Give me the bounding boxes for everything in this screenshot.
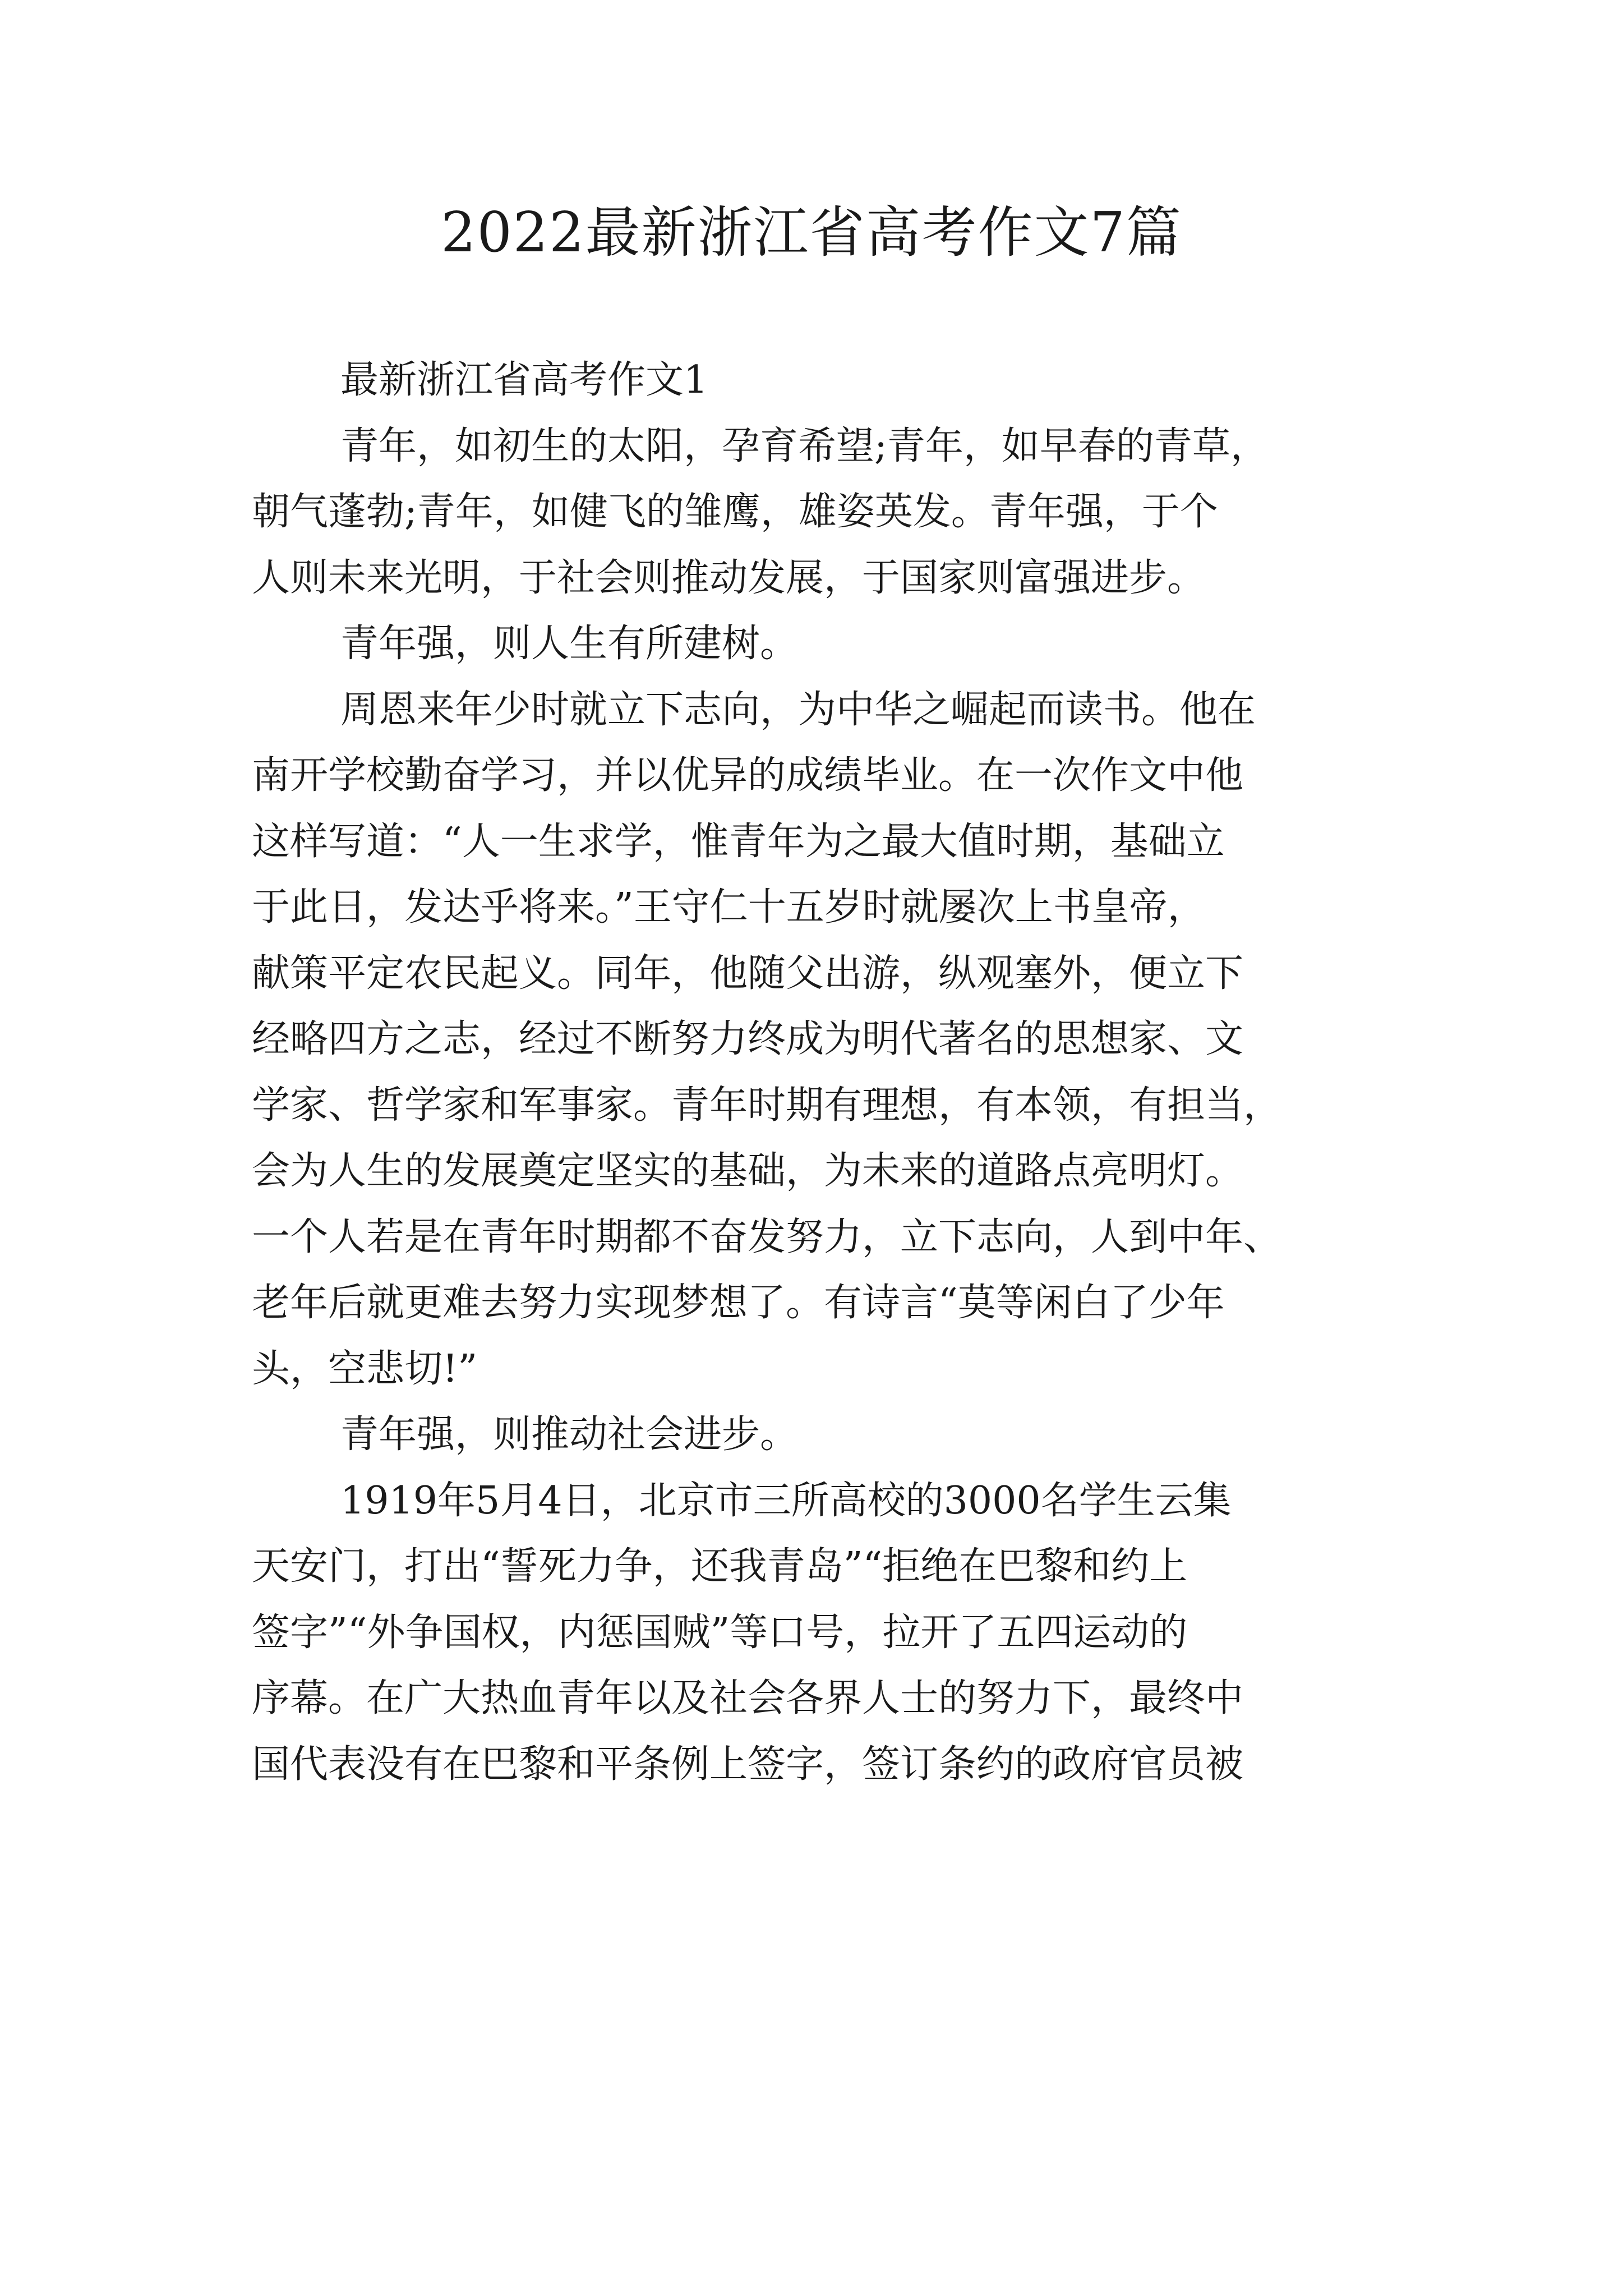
text-line: 南开学校勤奋学习，并以优异的成绩毕业。在一次作文中他 — [252, 753, 1244, 798]
text-line: 青年，如初生的太阳，孕育希望;青年，如早春的青草， — [340, 424, 1269, 468]
document-title: 2022最新浙江省高考作文7篇 — [441, 201, 1182, 265]
text-line: 最新浙江省高考作文1 — [340, 358, 708, 402]
document-body — [252, 347, 1404, 1797]
text-line: 1919年5月4日，北京市三所高校的3000名学生云集 — [340, 1478, 1232, 1523]
text-line: 朝气蓬勃;青年，如健飞的雏鹰，雄姿英发。青年强，于个 — [252, 490, 1218, 534]
text-line: 一个人若是在青年时期都不奋发努力，立下志向，人到中年、 — [252, 1214, 1282, 1259]
text-line: 序幕。在广大热血青年以及社会各界人士的努力下，最终中 — [252, 1676, 1244, 1720]
text-line: 国代表没有在巴黎和平条例上签字，签订条约的政府官员被 — [252, 1742, 1244, 1787]
text-line: 签字”“外争国权，内惩国贼”等口号，拉开了五四运动的 — [252, 1610, 1188, 1655]
text-line: 于此日，发达乎将来。”王守仁十五岁时就屡次上书皇帝， — [252, 885, 1206, 930]
text-line: 经略四方之志，经过不断努力终成为明代著名的思想家、文 — [252, 1017, 1244, 1061]
text-line: 老年后就更难去努力实现梦想了。有诗言“莫等闲白了少年 — [252, 1281, 1225, 1325]
text-line: 人则未来光明，于社会则推动发展，于国家则富强进步。 — [252, 555, 1206, 600]
text-line: 学家、哲学家和军事家。青年时期有理想，有本领，有担当， — [252, 1083, 1282, 1128]
text-line: 周恩来年少时就立下志向，为中华之崛起而读书。他在 — [340, 687, 1256, 732]
text-line: 青年强，则推动社会进步。 — [340, 1412, 799, 1457]
text-line: 天安门，打出“誓死力争，还我青岛”“拒绝在巴黎和约上 — [252, 1544, 1188, 1589]
text-line: 头，空悲切!” — [252, 1346, 478, 1391]
text-line: 这样写道：“人一生求学，惟青年为之最大值时期，基础立 — [252, 819, 1225, 864]
text-line: 会为人生的发展奠定坚实的基础，为未来的道路点亮明灯。 — [252, 1149, 1244, 1193]
text-line: 青年强，则人生有所建树。 — [340, 622, 799, 666]
text-line: 献策平定农民起义。同年，他随父出游，纵观塞外，便立下 — [252, 951, 1244, 996]
